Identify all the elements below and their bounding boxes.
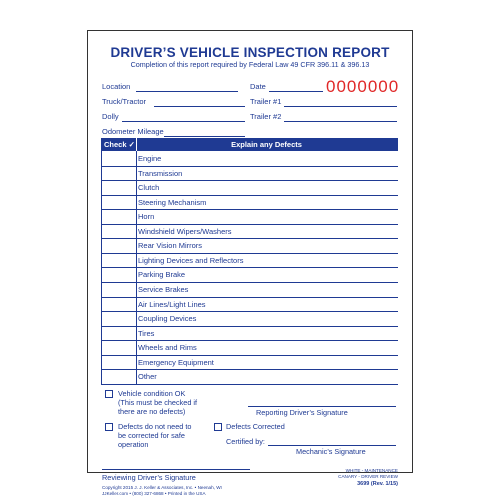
table-row[interactable]	[101, 340, 398, 341]
trailer2-label: Trailer #2	[250, 112, 282, 121]
table-row[interactable]	[101, 297, 398, 298]
defect-item-label: Horn	[138, 212, 155, 222]
table-row[interactable]	[101, 209, 398, 210]
table-row[interactable]	[101, 224, 398, 225]
form-subtitle: Completion of this report required by Federal Law 49 CFR 396.11 & 396.13	[130, 60, 370, 69]
defect-item-label: Lighting Devices and Reflectors	[138, 255, 244, 265]
table-row[interactable]	[101, 166, 398, 167]
table-row[interactable]	[101, 253, 398, 254]
defect-item-label: Coupling Devices	[138, 314, 197, 324]
serial-number: 0000000	[326, 77, 400, 96]
inspection-report-form	[87, 30, 413, 496]
form-number: 3699 (Rev. 1/15)	[357, 481, 398, 487]
table-row[interactable]	[101, 238, 398, 239]
trailer2-field[interactable]	[284, 121, 397, 122]
vehicle-ok-text: Vehicle condition OK (This must be checked if there are no defects)	[118, 389, 198, 416]
odometer-field[interactable]	[164, 136, 245, 137]
defects-not-needed-checkbox[interactable]	[105, 423, 113, 431]
truck-tractor-field[interactable]	[154, 106, 245, 107]
defects-table-header	[101, 138, 398, 151]
defect-item-label: Steering Mechanism	[138, 197, 207, 207]
explain-column-header: Explain any Defects	[231, 140, 302, 149]
mechanic-signature-line[interactable]	[268, 445, 396, 446]
reporting-signature-label: Reporting Driver’s Signature	[256, 408, 348, 417]
defect-item-label: Tires	[138, 328, 155, 338]
odometer-label: Odometer Mileage	[102, 127, 164, 136]
defect-item-label: Service Brakes	[138, 285, 189, 295]
reviewing-signature-label: Reviewing Driver’s Signature	[102, 473, 196, 482]
table-row[interactable]	[101, 311, 398, 312]
location-field[interactable]	[136, 91, 238, 92]
defect-item-label: Transmission	[138, 168, 183, 178]
table-row[interactable]	[101, 384, 398, 385]
defect-item-label: Parking Brake	[138, 270, 186, 280]
location-label: Location	[102, 82, 131, 91]
table-row[interactable]	[101, 369, 398, 370]
mechanic-signature-label: Mechanic’s Signature	[296, 447, 366, 456]
form-title: DRIVER’S VEHICLE INSPECTION REPORT	[110, 45, 390, 60]
reviewing-signature-line[interactable]	[102, 469, 250, 470]
reporting-signature-line[interactable]	[248, 406, 396, 407]
vehicle-ok-checkbox[interactable]	[105, 390, 113, 398]
date-label: Date	[250, 82, 266, 91]
trailer1-label: Trailer #1	[250, 97, 282, 106]
copyright-text: Copyright 2015 J. J. Keller & Associates, Inc. • Neenah, WI JJKeller.com • (800) 327-6868 • Printed in the USA	[102, 485, 222, 496]
copy-distribution: WHITE - MAINTENANCE CANARY - DRIVER REVIEW	[338, 468, 398, 479]
defects-corrected-checkbox[interactable]	[214, 423, 222, 431]
check-column-header: Check ✓	[104, 140, 135, 149]
defect-item-label: Wheels and Rims	[138, 343, 197, 353]
defect-item-label: Emergency Equipment	[138, 357, 214, 367]
defect-item-label: Other	[138, 372, 157, 382]
certified-by-label: Certified by:	[226, 437, 265, 446]
date-field[interactable]	[269, 91, 323, 92]
dolly-label: Dolly	[102, 112, 119, 121]
defect-item-label: Rear Vision Mirrors	[138, 241, 203, 251]
defects-not-needed-text: Defects do not need to be corrected for safe operation	[118, 422, 192, 449]
table-row[interactable]	[101, 326, 398, 327]
dolly-field[interactable]	[122, 121, 245, 122]
table-row[interactable]	[101, 282, 398, 283]
table-row[interactable]	[101, 355, 398, 356]
trailer1-field[interactable]	[284, 106, 397, 107]
defect-item-label: Windshield Wipers/Washers	[138, 226, 232, 236]
defect-item-label: Engine	[138, 154, 162, 163]
defects-corrected-label: Defects Corrected	[226, 422, 285, 431]
defect-item-label: Clutch	[138, 183, 160, 193]
truck-tractor-label: Truck/Tractor	[102, 97, 147, 106]
table-row[interactable]	[101, 180, 398, 181]
table-row[interactable]	[101, 267, 398, 268]
defect-item-label: Air Lines/Light Lines	[138, 299, 206, 309]
table-row[interactable]	[101, 195, 398, 196]
